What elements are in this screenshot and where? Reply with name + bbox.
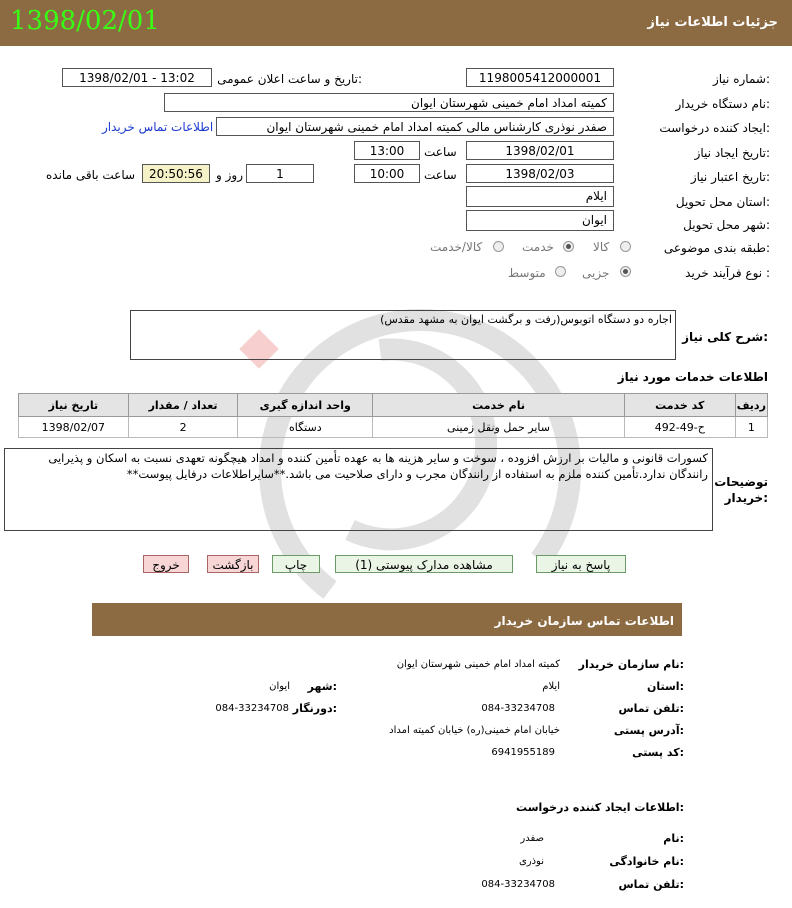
page-title: جزئیات اطلاعات نیاز bbox=[647, 15, 778, 30]
creator-label: ایجاد کننده درخواست: bbox=[659, 121, 770, 135]
process-option-minor: جزیی bbox=[582, 266, 610, 280]
need-number-label: شماره نیاز: bbox=[712, 72, 770, 86]
col-service-name: نام خدمت bbox=[373, 394, 625, 417]
process-option-medium: متوسط bbox=[508, 266, 546, 280]
contact-address-value: خیابان امام خمینی(ره) خیابان کمیته امداد bbox=[389, 725, 560, 736]
process-radio-medium[interactable] bbox=[555, 266, 566, 277]
province-field: ایلام bbox=[466, 186, 614, 207]
contact-fax-value: 084-33234708 bbox=[215, 703, 289, 714]
contact-panel-title: اطلاعات تماس سازمان خریدار bbox=[494, 614, 674, 628]
contact-city-label: شهر: bbox=[307, 680, 337, 693]
header-date: 1398/02/01 bbox=[10, 6, 160, 36]
contact-panel bbox=[92, 600, 682, 908]
back-button[interactable]: بازگشت bbox=[207, 555, 259, 573]
contact-org-value: کمیته امداد امام خمینی شهرستان ایوان bbox=[396, 659, 560, 670]
notes-label: توضیحات خریدار: bbox=[714, 475, 768, 505]
col-need-date: تاریخ نیاز bbox=[19, 394, 129, 417]
col-row: ردیف bbox=[735, 394, 767, 417]
notes-text: کسورات قانونی و مالیات بر ارزش افزوده ، سوخت و سایر هزینه ها به عهده تأمین کننده و امداد هیچگونه تعهدی نسبت به اسکان و پذیرایی رانندگان ندارد.تأمین کننده ملزم به استفاده از رانندگان مجرب و دارای صلاحیت می باشد.**سایراطلاعات درفایل پیوست** bbox=[48, 451, 708, 481]
contact-org-label: نام سازمان خریدار: bbox=[578, 658, 684, 671]
contact-postal-label: کد پستی: bbox=[632, 746, 684, 759]
announce-field: 1398/02/01 - 13:02 bbox=[62, 68, 212, 87]
cell-need-date: 1398/02/07 bbox=[19, 417, 129, 438]
table-row bbox=[19, 417, 768, 438]
contact-phone-label: تلفن تماس: bbox=[618, 702, 684, 715]
exit-button[interactable]: خروج bbox=[143, 555, 189, 573]
cell-unit: دستگاه bbox=[238, 417, 373, 438]
buyer-org-field: کمیته امداد امام خمینی شهرستان ایوان bbox=[164, 93, 614, 112]
need-number-field: 1198005412000001 bbox=[466, 68, 614, 87]
process-radio-minor[interactable] bbox=[620, 266, 631, 277]
remaining-label: ساعت باقی مانده bbox=[46, 168, 136, 182]
validity-time-label: ساعت bbox=[424, 168, 457, 182]
days-label: روز و bbox=[216, 168, 243, 182]
creator-field: صفدر نوذری کارشناس مالی کمیته امداد امام خمینی شهرستان ایوان bbox=[216, 117, 614, 136]
contact-province-value: ایلام bbox=[542, 681, 560, 692]
countdown-field: 20:50:56 bbox=[142, 164, 210, 183]
announce-label: تاریخ و ساعت اعلان عمومی: bbox=[217, 72, 362, 86]
services-table bbox=[18, 393, 768, 438]
attachments-button[interactable]: مشاهده مدارک پیوستی (1) bbox=[335, 555, 513, 573]
print-button[interactable]: چاپ bbox=[272, 555, 320, 573]
col-quantity: تعداد / مقدار bbox=[128, 394, 238, 417]
validity-date-field: 1398/02/03 bbox=[466, 164, 614, 183]
buyer-contact-link[interactable]: اطلاعات تماس خریدار bbox=[102, 120, 214, 134]
category-radio-service[interactable] bbox=[563, 241, 574, 252]
services-title: اطلاعات خدمات مورد نیاز bbox=[617, 370, 768, 384]
city-label: شهر محل تحویل: bbox=[683, 218, 770, 232]
reply-button[interactable]: پاسخ به نیاز bbox=[536, 555, 626, 573]
created-date-field: 1398/02/01 bbox=[466, 141, 614, 160]
created-date-label: تاریخ ایجاد نیاز: bbox=[694, 146, 770, 160]
cell-service-name: سایر حمل ونقل زمینی bbox=[373, 417, 625, 438]
summary-text: اجاره دو دستگاه اتوبوس(رفت و برگشت ایوان به مشهد مقدس) bbox=[380, 313, 672, 326]
created-time-field: 13:00 bbox=[354, 141, 420, 160]
requester-family-label: نام خانوادگی: bbox=[609, 855, 684, 868]
requester-family-value: نوذری bbox=[518, 856, 544, 867]
contact-phone-value: 084-33234708 bbox=[481, 703, 555, 714]
city-field: ایوان bbox=[466, 210, 614, 231]
category-option-both: کالا/خدمت bbox=[430, 240, 483, 254]
created-time-label: ساعت bbox=[424, 145, 457, 159]
requester-phone-value: 084-33234708 bbox=[481, 879, 555, 890]
requester-name-value: صفدر bbox=[520, 833, 544, 844]
contact-fax-label: دورنگار: bbox=[292, 702, 337, 715]
province-label: استان محل تحویل: bbox=[675, 195, 770, 209]
cell-code: ح-49-492 bbox=[624, 417, 735, 438]
col-unit: واحد اندازه گیری bbox=[238, 394, 373, 417]
contact-postal-value: 6941955189 bbox=[491, 747, 555, 758]
category-label: طبقه بندی موضوعی: bbox=[663, 241, 770, 255]
category-radio-goods[interactable] bbox=[620, 241, 631, 252]
col-code: کد خدمت bbox=[624, 394, 735, 417]
category-option-service: خدمت bbox=[522, 240, 554, 254]
buyer-org-label: نام دستگاه خریدار: bbox=[675, 97, 770, 111]
validity-time-field: 10:00 bbox=[354, 164, 420, 183]
contact-province-label: استان: bbox=[646, 680, 684, 693]
contact-address-label: آدرس پستی: bbox=[613, 724, 684, 737]
contact-city-value: ایوان bbox=[269, 681, 290, 692]
cell-row: 1 bbox=[735, 417, 767, 438]
days-field: 1 bbox=[246, 164, 314, 183]
process-label: نوع فرآیند خرید : bbox=[685, 266, 770, 280]
requester-name-label: نام: bbox=[663, 832, 684, 845]
summary-label: شرح کلی نیاز: bbox=[682, 330, 768, 344]
category-option-goods: کالا bbox=[593, 240, 610, 254]
cell-quantity: 2 bbox=[128, 417, 238, 438]
requester-phone-label: تلفن تماس: bbox=[618, 878, 684, 891]
requester-title: اطلاعات ایجاد کننده درخواست: bbox=[516, 801, 684, 814]
validity-label: تاریخ اعتبار نیاز: bbox=[690, 170, 770, 184]
category-radio-both[interactable] bbox=[493, 241, 504, 252]
